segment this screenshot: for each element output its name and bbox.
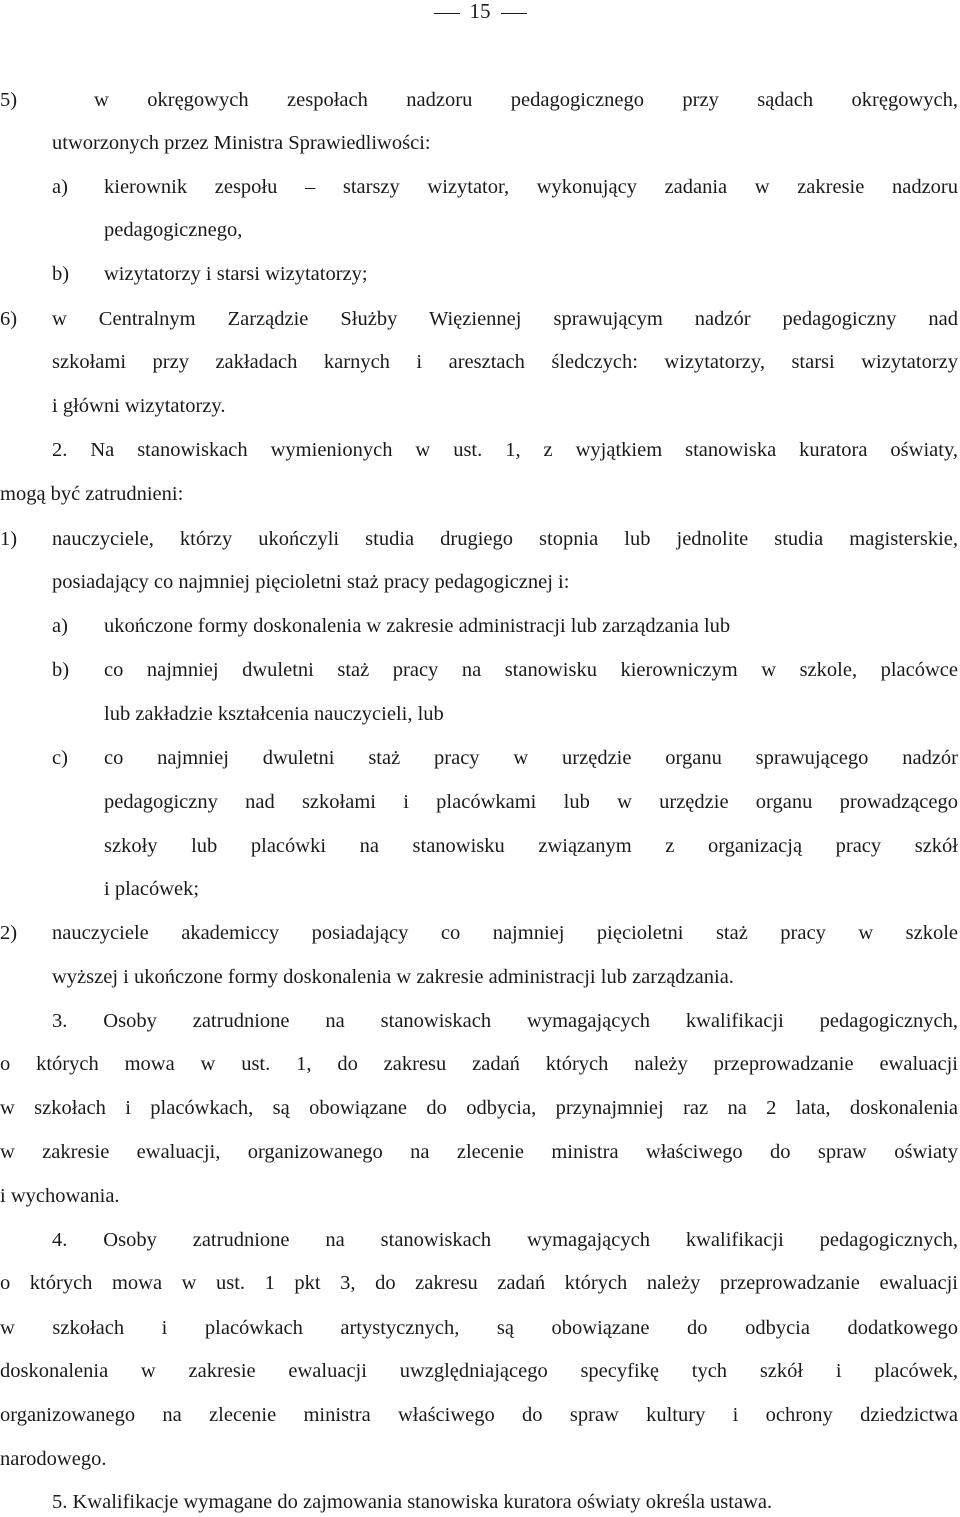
text-line: co najmniej dwuletni staż pracy w urzędzie organu sprawującego nadzór bbox=[104, 747, 958, 769]
page-header bbox=[0, 0, 960, 22]
list-label: 1) bbox=[0, 528, 18, 550]
text-line: nauczyciele, którzy ukończyli studia drugiego stopnia lub jednolite studia magisterskie, bbox=[52, 528, 958, 550]
page-number: 15 bbox=[469, 0, 491, 23]
text-line: wizytatorzy i starsi wizytatorzy; bbox=[104, 263, 368, 285]
list-label: 2) bbox=[0, 922, 18, 944]
text-line: 3. Osoby zatrudnione na stanowiskach wymagających kwalifikacji pedagogicznych, bbox=[52, 1010, 958, 1032]
text-line: doskonalenia w zakresie ewaluacji uwzględniającego specyfikę tych szkół i placówek, bbox=[0, 1360, 958, 1382]
list-label: c) bbox=[52, 747, 68, 769]
text-line: utworzonych przez Ministra Sprawiedliwości: bbox=[52, 132, 431, 154]
text-line: o których mowa w ust. 1, do zakresu zadań których należy przeprowadzanie ewaluacji bbox=[0, 1053, 958, 1075]
text-line: co najmniej dwuletni staż pracy na stanowisku kierowniczym w szkole, placówce bbox=[104, 659, 958, 681]
text-line: 5. Kwalifikacje wymagane do zajmowania stanowiska kuratora oświaty określa ustawa. bbox=[52, 1491, 773, 1513]
list-label: a) bbox=[52, 615, 68, 637]
text-line: i wychowania. bbox=[0, 1185, 120, 1207]
list-label: b) bbox=[52, 659, 70, 681]
text-line: mogą być zatrudnieni: bbox=[0, 483, 184, 505]
text-line: lub zakładzie kształcenia nauczycieli, lub bbox=[104, 703, 444, 725]
text-line: ukończone formy doskonalenia w zakresie administracji lub zarządzania lub bbox=[104, 615, 731, 637]
text-line: pedagogicznego, bbox=[104, 219, 243, 241]
text-line: w Centralnym Zarządzie Służby Więziennej sprawującym nadzór pedagogiczny nad bbox=[52, 308, 958, 330]
text-line: pedagogiczny nad szkołami i placówkami lub w urzędzie organu prowadzącego bbox=[104, 791, 958, 813]
list-label: b) bbox=[52, 263, 70, 285]
text-line: kierownik zespołu – starszy wizytator, wykonujący zadania w zakresie nadzoru bbox=[104, 176, 958, 198]
text-line: w szkołach i placówkach, są obowiązane do odbycia, przynajmniej raz na 2 lata, doskonalenia bbox=[0, 1097, 958, 1119]
text-line: w zakresie ewaluacji, organizowanego na zlecenie ministra właściwego do spraw oświaty bbox=[0, 1141, 958, 1163]
text-line: i placówek; bbox=[104, 878, 200, 900]
text-line: 5) w okręgowych zespołach nadzoru pedagogicznego przy sądach okręgowych, bbox=[0, 89, 958, 111]
text-line: narodowego. bbox=[0, 1448, 107, 1470]
text-line: 2. Na stanowiskach wymienionych w ust. 1, z wyjątkiem stanowiska kuratora oświaty, bbox=[52, 439, 958, 461]
text-line: wyższej i ukończone formy doskonalenia w zakresie administracji lub zarządzania. bbox=[52, 966, 734, 988]
text-line: nauczyciele akademiccy posiadający co najmniej pięcioletni staż pracy w szkole bbox=[52, 922, 958, 944]
list-label: a) bbox=[52, 176, 68, 198]
header-dash-right bbox=[501, 13, 527, 14]
header-dash-left bbox=[434, 13, 460, 14]
list-label: 6) bbox=[0, 308, 18, 330]
text-line: 4. Osoby zatrudnione na stanowiskach wymagających kwalifikacji pedagogicznych, bbox=[52, 1229, 958, 1251]
text-line: szkołami przy zakładach karnych i aresztach śledczych: wizytatorzy, starsi wizytatorzy bbox=[52, 351, 958, 373]
text-line: posiadający co najmniej pięcioletni staż pracy pedagogicznej i: bbox=[52, 571, 570, 593]
text-line: o których mowa w ust. 1 pkt 3, do zakresu zadań których należy przeprowadzanie ewaluacji bbox=[0, 1272, 958, 1294]
text-line: organizowanego na zlecenie ministra właściwego do spraw kultury i ochrony dziedzictwa bbox=[0, 1404, 958, 1426]
text-line: i główni wizytatorzy. bbox=[52, 395, 226, 417]
text-line: w szkołach i placówkach artystycznych, są obowiązane do odbycia dodatkowego bbox=[0, 1317, 958, 1339]
text-line: szkoły lub placówki na stanowisku związanym z organizacją pracy szkół bbox=[104, 835, 958, 857]
